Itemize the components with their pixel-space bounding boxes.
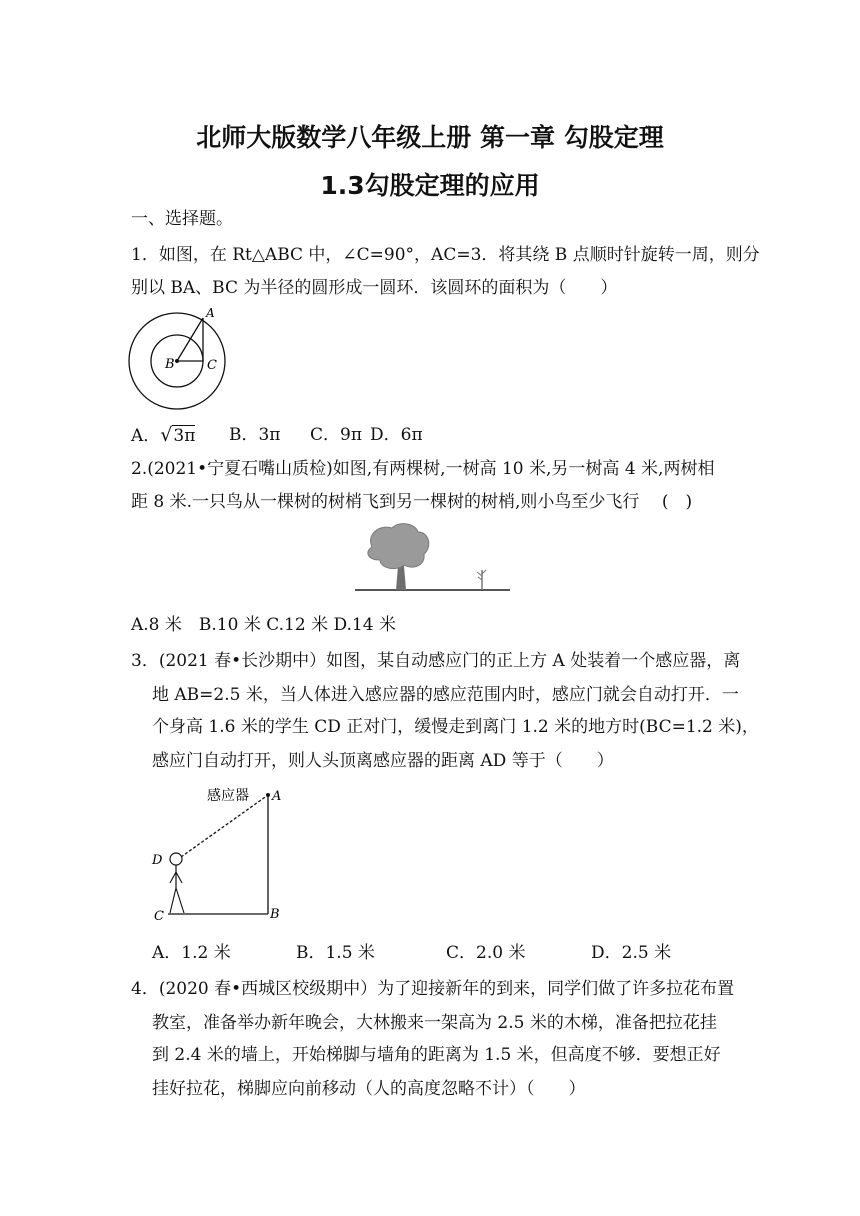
- person-leg: [170, 888, 176, 913]
- q4-line-2: 教室，准备举办新年晚会，大林搬来一架高为 2.5 米的木梯，准备把拉花挂: [152, 1013, 717, 1033]
- label-sensor: 感应器: [207, 788, 249, 804]
- q3-line-4: 感应门自动打开，则人头顶离感应器的距离 AD 等于（ ）: [152, 751, 614, 771]
- q3-option-c: C．2.0 米: [446, 943, 526, 963]
- page-title: 北师大版数学八年级上册 第一章 勾股定理: [196, 123, 664, 152]
- sqrt-symbol: √: [160, 424, 173, 446]
- q4-line-4: 挂好拉花，梯脚应向前移动（人的高度忽略不计）（ ）: [152, 1079, 586, 1099]
- segment-ba: [177, 318, 203, 361]
- q4-line-3: 到 2.4 米的墙上，开始梯脚与墙角的距离为 1.5 米，但高度不够．要想正好: [152, 1045, 721, 1065]
- label-a: A: [272, 789, 282, 804]
- q1-option-a-value: 3π: [173, 426, 196, 446]
- label-c: C: [154, 909, 164, 924]
- q3-line-3: 个身高 1.6 米的学生 CD 正对门，缓慢走到离门 1.2 米的地方时(BC=1.2 米)，: [152, 717, 759, 737]
- q2-line-2: 距 8 米.一只鸟从一棵树的树梢飞到另一棵树的树梢,则小鸟至少飞行 ( ): [131, 492, 693, 512]
- person-arm: [170, 872, 176, 883]
- q1-line-2: 别以 BA、BC 为半径的圆形成一圆环．该圆环的面积为（ ）: [131, 278, 618, 298]
- label-d: D: [152, 853, 163, 868]
- q1-option-b: B．3π: [229, 425, 281, 445]
- q2-line-1: 2.(2021•宁夏石嘴山质检)如图,有两棵树,一树高 10 米,另一树高 4 米,两树相: [131, 459, 715, 479]
- q3-option-a: A．1.2 米: [152, 943, 231, 963]
- point-a: [266, 793, 270, 797]
- label-b: B: [165, 357, 175, 372]
- q3-option-d: D．2.5 米: [591, 943, 672, 963]
- person-arm: [176, 872, 182, 883]
- dashed-line-ad: [181, 795, 268, 857]
- q3-sensor-figure: [148, 784, 293, 924]
- q1-option-c: C．9π: [310, 425, 362, 445]
- person-leg: [176, 888, 184, 913]
- q2-options: A.8 米 B.10 米 C.12 米 D.14 米: [131, 615, 396, 635]
- q1-line-1: 1．如图，在 Rt△ABC 中，∠C=90°，AC=3．将其绕 B 点顺时针旋转一周，则分: [131, 245, 760, 265]
- q3-option-b: B．1.5 米: [296, 943, 375, 963]
- section-heading: 一、选择题。: [131, 209, 233, 229]
- q1-annulus-figure: [126, 300, 236, 415]
- q4-line-1: 4．(2020 春•西城区校级期中）为了迎接新年的到来，同学们做了许多拉花布置: [131, 979, 735, 999]
- q1-option-d: D．6π: [370, 425, 423, 445]
- label-c: C: [207, 358, 217, 373]
- q3-line-2: 地 AB=2.5 米，当人体进入感应器的感应范围内时，感应门就会自动打开．一: [152, 685, 739, 705]
- person-head: [170, 853, 182, 865]
- q2-trees-figure: [350, 522, 515, 597]
- q1-option-a-prefix: A．: [131, 426, 161, 446]
- point-b: [175, 359, 179, 363]
- big-tree-crown: [368, 524, 429, 569]
- q1-option-a: [131, 424, 195, 447]
- page-subtitle: 1.3勾股定理的应用: [320, 171, 540, 200]
- q3-line-1: 3．(2021 春•长沙期中）如图，某自动感应门的正上方 A 处装着一个感应器，离: [131, 651, 741, 671]
- label-a: A: [206, 306, 215, 320]
- label-b: B: [270, 907, 280, 922]
